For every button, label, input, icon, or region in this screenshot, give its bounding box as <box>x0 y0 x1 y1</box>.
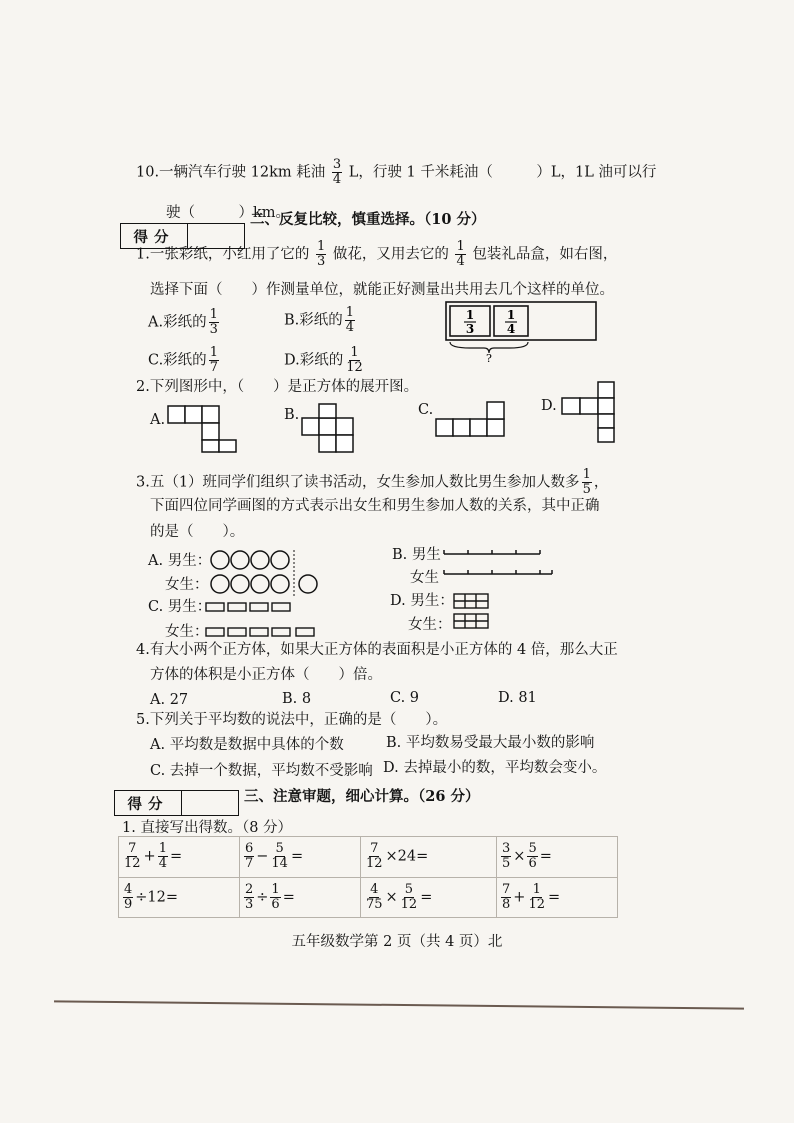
frac-den: 12 <box>365 856 383 872</box>
q2-stem: 2.下列图形中，（ ）是正方体的展开图。 <box>136 379 419 395</box>
frac <box>270 883 280 912</box>
strip-question-mark: ? <box>486 352 492 364</box>
operator: − <box>256 848 269 865</box>
q2-net-d[interactable] <box>560 380 620 446</box>
frac-den: 14 <box>271 856 288 872</box>
frac <box>527 883 546 912</box>
frac-num: 2 <box>244 881 254 897</box>
frac-num: 1 <box>209 345 218 360</box>
strip-frac2-num: 1 <box>506 308 516 322</box>
frac-den: 4 <box>332 172 342 187</box>
frac <box>270 842 289 871</box>
score-box-section3 <box>114 790 239 816</box>
frac-den: 75 <box>365 896 383 912</box>
q5-option-c[interactable]: C. 去掉一个数据，平均数不受影响 <box>150 763 373 779</box>
calc-title: 1. 直接写出得数。（8 分） <box>122 820 293 836</box>
operator: ÷12 <box>135 889 166 906</box>
equals: = <box>165 889 179 906</box>
equals: = <box>420 889 433 906</box>
q4-line2: 方体的体积是小正方体（ ）倍。 <box>150 667 382 683</box>
operator: ÷ <box>256 889 269 906</box>
frac-den: 12 <box>124 856 141 872</box>
frac-den: 7 <box>244 856 254 872</box>
q2-option-c-label[interactable]: C. <box>418 402 434 418</box>
q1-line2: 选择下面（ ）作测量单位，就能正好测量出共用去几个这样的单位。 <box>150 282 614 298</box>
frac <box>501 842 511 871</box>
q3-d-girl-label: 女生： <box>408 617 452 633</box>
frac-num: 3 <box>332 157 342 172</box>
q3-text-b: ， <box>593 474 609 491</box>
option-label: D.彩纸的 <box>284 352 344 369</box>
operator: × <box>385 889 398 906</box>
frac-den: 12 <box>400 896 418 912</box>
frac-num: 6 <box>244 841 254 857</box>
q4-option-b[interactable]: B. 8 <box>282 691 312 707</box>
frac-den: 9 <box>124 896 133 912</box>
q3-line1 <box>136 468 608 497</box>
option-frac <box>345 306 355 335</box>
frac-num: 3 <box>502 841 511 857</box>
frac-den: 6 <box>528 856 537 872</box>
calc-row <box>119 837 618 878</box>
q1-option-a[interactable] <box>148 308 221 337</box>
option-frac <box>209 346 219 375</box>
frac-num: 1 <box>316 239 326 254</box>
q3-b-boy-label[interactable]: B. 男生 <box>392 547 441 563</box>
frac <box>365 842 384 871</box>
frac-den: 7 <box>209 360 218 375</box>
q2-option-b-label[interactable]: B. <box>284 407 300 423</box>
q2-option-a-label[interactable]: A. <box>150 412 166 428</box>
q3-a-girl-label: 女生： <box>165 577 209 593</box>
q3-a-circles <box>208 548 324 600</box>
q3-b-segments <box>440 546 560 580</box>
equals: = <box>169 848 183 865</box>
frac-num: 1 <box>271 881 280 897</box>
equals: = <box>290 848 304 865</box>
frac <box>158 842 168 871</box>
equals: = <box>416 848 429 865</box>
q10-text-b: L，行驶 1 千米耗油（ ）L，1L 油可以行 <box>348 164 657 181</box>
calc-expr-1[interactable] <box>119 837 240 878</box>
q10-line1 <box>136 158 656 187</box>
q1-text-a: 1.一张彩纸，小红用了它的 <box>136 246 310 263</box>
q2-net-a[interactable] <box>166 404 238 454</box>
strip-frac1-den: 3 <box>465 322 475 336</box>
frac-num: 4 <box>370 881 379 897</box>
q3-d-boy-label[interactable]: D. 男生： <box>390 593 454 609</box>
q1-option-c[interactable] <box>148 346 221 375</box>
strip-frac2-den: 4 <box>506 322 516 336</box>
q1-option-b[interactable] <box>284 306 357 335</box>
frac <box>123 842 142 871</box>
operator: × <box>513 848 526 865</box>
frac-num: 1 <box>345 305 355 320</box>
operator: + <box>513 889 526 906</box>
frac <box>365 883 384 912</box>
frac <box>123 883 133 912</box>
frac <box>244 883 254 912</box>
q4-option-a[interactable]: A. 27 <box>150 692 189 708</box>
frac-den: 4 <box>345 320 355 335</box>
frac-den: 3 <box>209 322 218 337</box>
calc-expr-2[interactable] <box>239 837 360 878</box>
frac-den: 4 <box>158 856 167 872</box>
frac-num: 1 <box>158 841 167 857</box>
frac-den: 12 <box>346 360 363 375</box>
page-footer: 五年级数学第 2 页（共 4 页）北 <box>291 934 503 950</box>
frac-den: 5 <box>502 856 511 872</box>
operator: + <box>143 848 156 865</box>
frac <box>501 883 511 912</box>
q5-option-a[interactable]: A. 平均数是数据中具体的个数 <box>150 737 344 753</box>
paper-strip-figure <box>440 298 612 364</box>
q1-frac2 <box>455 240 465 269</box>
q3-text-a: 3.五（1）班同学们组织了读书活动，女生参加人数比男生参加人数多 <box>136 474 580 491</box>
section3-title: 三、注意审题，细心计算。（26 分） <box>244 788 480 805</box>
frac <box>244 842 254 871</box>
q4-line1: 4.有大小两个正方体，如果大正方体的表面积是小正方体的 4 倍，那么大正 <box>136 642 618 658</box>
calc-expr-5[interactable] <box>119 877 240 918</box>
calc-table <box>118 836 618 918</box>
frac-num: 5 <box>275 841 284 857</box>
q4-option-c[interactable]: C. 9 <box>390 690 420 706</box>
option-label: A.彩纸的 <box>148 314 207 331</box>
q3-c-boy-label[interactable]: C. 男生： <box>148 599 212 615</box>
q1-text-c: 包装礼品盒，如右图， <box>472 246 618 263</box>
q10-line2: 驶（ ）km。 <box>166 205 291 221</box>
score-value-blank[interactable] <box>182 791 238 815</box>
q3-b-girl-label: 女生 <box>410 570 439 586</box>
q10-fraction <box>332 158 342 187</box>
score-label: 得分 <box>121 224 188 248</box>
equals: = <box>539 848 552 865</box>
frac-num: 5 <box>404 881 414 897</box>
frac-num: 7 <box>128 841 137 857</box>
q3-c-rects <box>204 601 322 641</box>
equals: = <box>548 889 561 906</box>
q3-line2: 下面四位同学画图的方式表示出女生和男生参加人数的关系，其中正确 <box>150 498 600 514</box>
q1-line1 <box>136 240 617 269</box>
frac-den: 4 <box>456 254 465 269</box>
frac-num: 1 <box>209 307 218 322</box>
q10-text-a: 10.一辆汽车行驶 12km 耗油 <box>136 164 326 181</box>
q3-a-boy-label[interactable]: A. 男生： <box>148 553 212 569</box>
option-frac <box>209 308 219 337</box>
q5-option-b[interactable]: B. 平均数易受最大最小数的影响 <box>386 735 595 751</box>
frac <box>400 883 419 912</box>
frac-num: 5 <box>528 841 537 857</box>
q1-text-b: 做花，又用去它的 <box>332 246 449 263</box>
frac-num: 1 <box>532 881 541 897</box>
frac <box>527 842 537 871</box>
equals: = <box>282 889 295 906</box>
option-label: B.彩纸的 <box>284 312 343 329</box>
q2-net-b[interactable] <box>300 402 360 458</box>
operator: ×24 <box>385 848 417 865</box>
frac-den: 12 <box>528 896 545 912</box>
frac-den: 6 <box>271 896 280 912</box>
frac-num: 1 <box>582 467 591 482</box>
frac-num: 4 <box>124 881 133 897</box>
calc-expr-8[interactable] <box>497 877 618 918</box>
calc-expr-3[interactable] <box>360 837 496 878</box>
strip-frac1-num: 1 <box>465 308 475 322</box>
q3-c-girl-label: 女生： <box>165 624 209 640</box>
frac-den: 3 <box>244 896 254 912</box>
calc-row <box>119 877 618 918</box>
calc-expr-6[interactable] <box>239 877 360 918</box>
frac-num: 7 <box>502 881 511 897</box>
q4-option-d[interactable]: D. 81 <box>498 690 537 706</box>
q3-d-grids <box>452 592 494 632</box>
frac-den: 8 <box>502 896 511 912</box>
q5-stem: 5.下列关于平均数的说法中，正确的是（ ）。 <box>136 712 448 728</box>
calc-expr-7[interactable] <box>360 877 496 918</box>
frac-num: 1 <box>350 345 359 360</box>
frac-num: 1 <box>456 239 465 254</box>
q2-net-c[interactable] <box>434 398 514 440</box>
frac-num: 7 <box>370 841 379 857</box>
calc-expr-4[interactable] <box>497 837 618 878</box>
q1-option-d[interactable] <box>284 346 366 375</box>
option-frac <box>345 346 364 375</box>
frac-den: 3 <box>316 254 326 269</box>
q5-option-d[interactable]: D. 去掉最小的数，平均数会变小。 <box>383 760 607 776</box>
score-label: 得分 <box>115 791 182 815</box>
section2-title: 二、反复比较，慎重选择。（10 分） <box>250 211 486 228</box>
frac-den: 5 <box>582 482 591 497</box>
option-label: C.彩纸的 <box>148 352 207 369</box>
page-bottom-edge <box>54 1000 744 1009</box>
q1-frac1 <box>316 240 326 269</box>
q3-frac <box>582 468 592 497</box>
q2-option-d-label[interactable]: D. <box>541 398 557 414</box>
q3-line3: 的是（ ）。 <box>150 524 245 540</box>
